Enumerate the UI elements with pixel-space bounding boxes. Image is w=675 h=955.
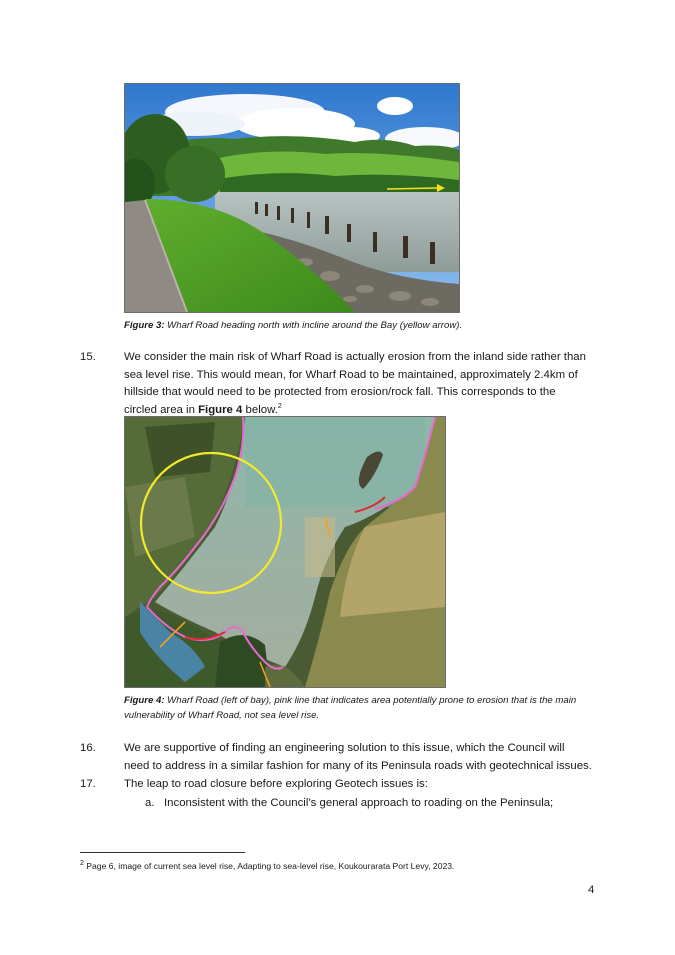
figure-4-map [124,416,446,688]
item-number: 15. [80,351,96,363]
aerial-map [125,417,445,687]
subitem-letter: a. [145,797,155,809]
wharf-road-photo [125,84,459,312]
footnote-divider [80,852,245,853]
item-number: 16. [80,742,96,754]
figure-3-photo [124,83,460,313]
footnote: $^2$ Page 6, image of current sea level rise, Adapting to sea-level rise, Koukourarata Port Levy, 2023. [80,860,455,871]
item-15-text: We consider the main risk of Wharf Road is actually erosion from the inland side rather than sea level rise. This would mean, for Wharf Road to be maintained, approximately 2.4km of hillside that would need to be protected from erosion/rock fall. This corresponds to the circled area in Figure 4 below.$^2$ [124,351,586,416]
item-16-text: We are supportive of finding an engineering solution to this issue, which the Council will need to address in a similar fashion for many of its Peninsula roads with geotechnical issues. [124,742,592,772]
figure-3-caption: Figure 3: Wharf Road heading north with incline around the Bay (yellow arrow). [124,320,463,331]
page-number: 4 [588,884,595,896]
subitem-text: Inconsistent with the Council’s general approach to roading on the Peninsula; [164,797,554,809]
footnote-ref[interactable]: 2 [277,402,282,410]
figure-4-caption: Figure 4: Wharf Road (left of bay), pink line that indicates area potentially prone to erosion that is the main vulnerability of Wharf Road, not sea level rise. [124,695,577,721]
item-number: 17. [80,778,96,790]
item-17-text: The leap to road closure before exploring Geotech issues is: [124,778,428,790]
